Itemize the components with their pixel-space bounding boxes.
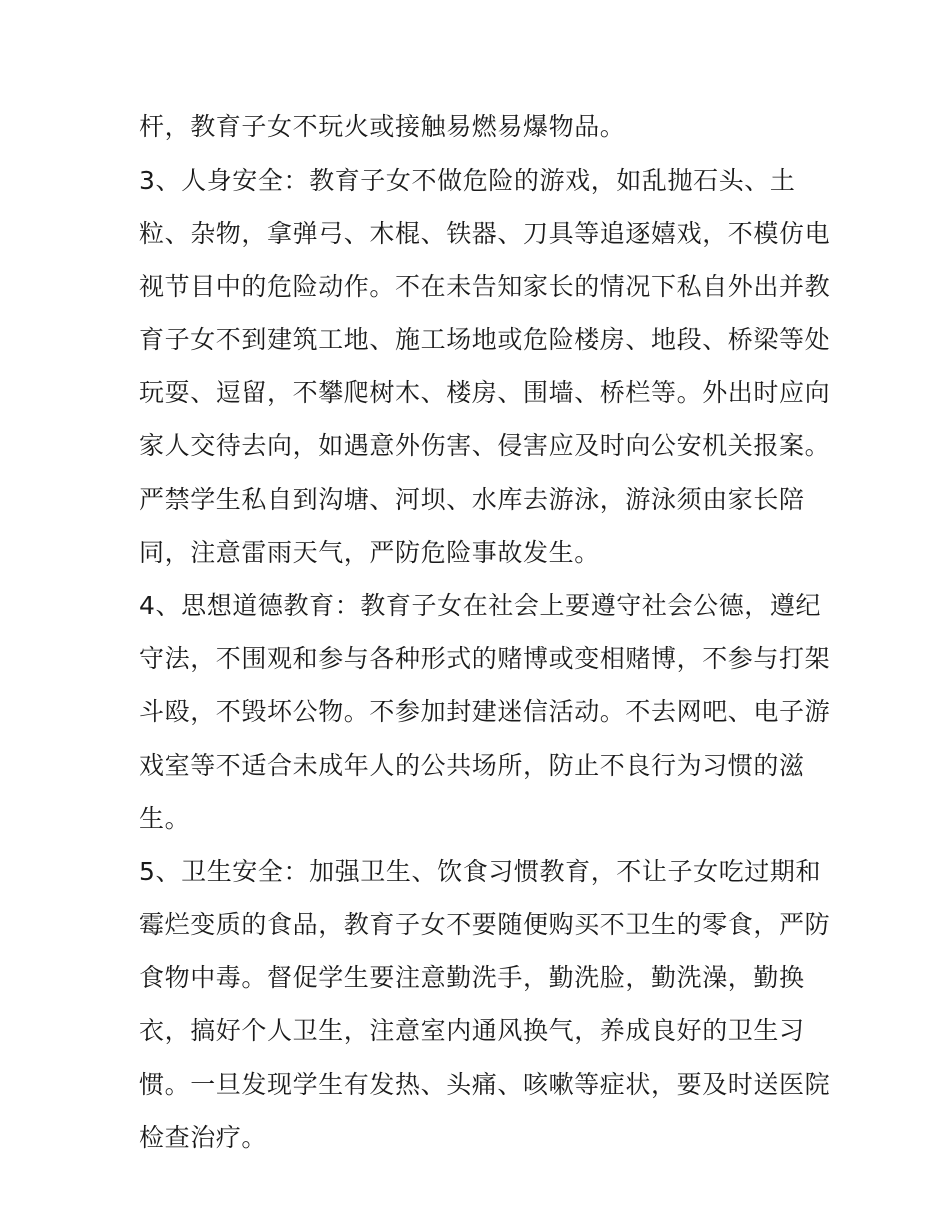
- text-line: 粒、杂物，拿弹弓、木棍、铁器、刀具等追逐嬉戏，不模仿电: [139, 219, 831, 248]
- text-line: 3、人身安全：教育子女不做危险的游戏，如乱抛石头、土: [139, 166, 796, 195]
- text-line: 衣，搞好个人卫生，注意室内通风换气，养成良好的卫生习: [139, 1016, 805, 1045]
- text-line: 守法，不围观和参与各种形式的赌博或变相赌博，不参与打架: [139, 644, 831, 673]
- text-line: 杆，教育子女不玩火或接触易燃易爆物品。: [139, 112, 626, 141]
- text-line: 食物中毒。督促学生要注意勤洗手，勤洗脸，勤洗澡，勤换: [139, 963, 805, 992]
- text-line: 视节目中的危险动作。不在未告知家长的情况下私自外出并教: [139, 272, 831, 301]
- text-line: 戏室等不适合未成年人的公共场所，防止不良行为习惯的滋: [139, 751, 805, 780]
- text-line: 生。: [139, 804, 191, 833]
- text-line: 惯。一旦发现学生有发热、头痛、咳嗽等症状，要及时送医院: [139, 1070, 831, 1099]
- text-line: 4、思想道德教育：教育子女在社会上要遵守社会公德，遵纪: [139, 591, 822, 620]
- text-line: 5、卫生安全：加强卫生、饮食习惯教育，不让子女吃过期和: [139, 857, 822, 886]
- text-line: 霉烂变质的食品，教育子女不要随便购买不卫生的零食，严防: [139, 910, 831, 939]
- text-line: 检查治疗。: [139, 1123, 268, 1152]
- text-line: 家人交待去向，如遇意外伤害、侵害应及时向公安机关报案。: [139, 431, 831, 460]
- text-line: 同，注意雷雨天气，严防危险事故发生。: [139, 538, 600, 567]
- text-line: 斗殴，不毁坏公物。不参加封建迷信活动。不去网吧、电子游: [139, 697, 831, 726]
- text-line: 严禁学生私自到沟塘、河坝、水库去游泳，游泳须由家长陪: [139, 485, 805, 514]
- text-line: 育子女不到建筑工地、施工场地或危险楼房、地段、桥梁等处: [139, 325, 831, 354]
- text-line: 玩耍、逗留，不攀爬树木、楼房、围墙、桥栏等。外出时应向: [139, 378, 831, 407]
